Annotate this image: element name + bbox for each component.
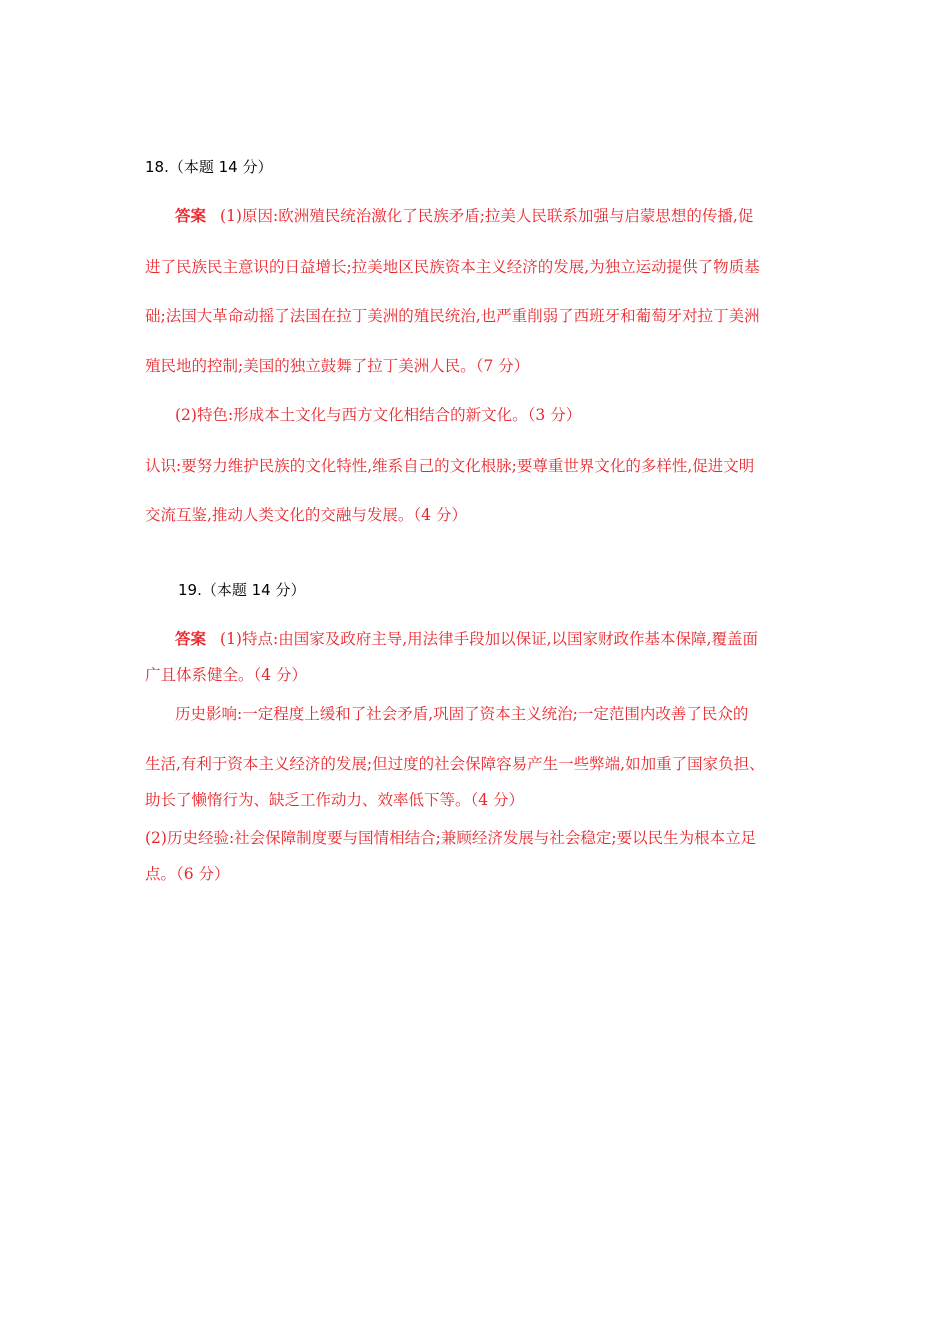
q18-answer-line-3: 础;法国大革命动摇了法国在拉丁美洲的殖民统治,也严重削弱了西班牙和葡萄牙对拉丁美洲 <box>145 307 760 325</box>
q18-answer-line-4: 殖民地的控制;美国的独立鼓舞了拉丁美洲人民。（7 分） <box>145 357 530 375</box>
q18-answer-line-7: 交流互鉴,推动人类文化的交融与发展。（4 分） <box>145 506 467 524</box>
q18-heading: 18.（本题 14 分） <box>145 158 273 176</box>
q18-answer-line-6: 认识:要努力维护民族的文化特性,维系自己的文化根脉;要尊重世界文化的多样性,促进文明 <box>145 457 755 475</box>
q19-answer-line-3: 历史影响:一定程度上缓和了社会矛盾,巩固了资本主义统治;一定范围内改善了民众的 <box>175 705 749 723</box>
q19-answer-line-5: 助长了懒惰行为、缺乏工作动力、效率低下等。（4 分） <box>145 791 525 809</box>
q18-answer-line-5: (2)特色:形成本土文化与西方文化相结合的新文化。（3 分） <box>175 406 582 424</box>
q19-answer-line-1 <box>175 629 758 649</box>
q19-answer-label: 答案 <box>175 630 207 648</box>
q18-answer-line-2: 进了民族民主意识的日益增长;拉美地区民族资本主义经济的发展,为独立运动提供了物质基 <box>145 258 760 276</box>
q19-heading: 19.（本题 14 分） <box>178 581 306 599</box>
q18-answer-label: 答案 <box>175 207 207 225</box>
q19-answer-line-4: 生活,有利于资本主义经济的发展;但过度的社会保障容易产生一些弊端,如加重了国家负担、 <box>145 755 765 773</box>
q19-answer-line-2: 广且体系健全。（4 分） <box>145 666 308 684</box>
q19-answer-line-7: 点。（6 分） <box>145 865 230 883</box>
q19-answer-line-6: (2)历史经验:社会保障制度要与国情相结合;兼顾经济发展与社会稳定;要以民生为根本立足 <box>145 829 757 847</box>
q19-answer-text-1: (1)特点:由国家及政府主导,用法律手段加以保证,以国家财政作基本保障,覆盖面 <box>220 630 758 648</box>
q18-answer-line-1 <box>175 206 753 226</box>
q18-answer-text-1: (1)原因:欧洲殖民统治激化了民族矛盾;拉美人民联系加强与启蒙思想的传播,促 <box>220 207 754 225</box>
